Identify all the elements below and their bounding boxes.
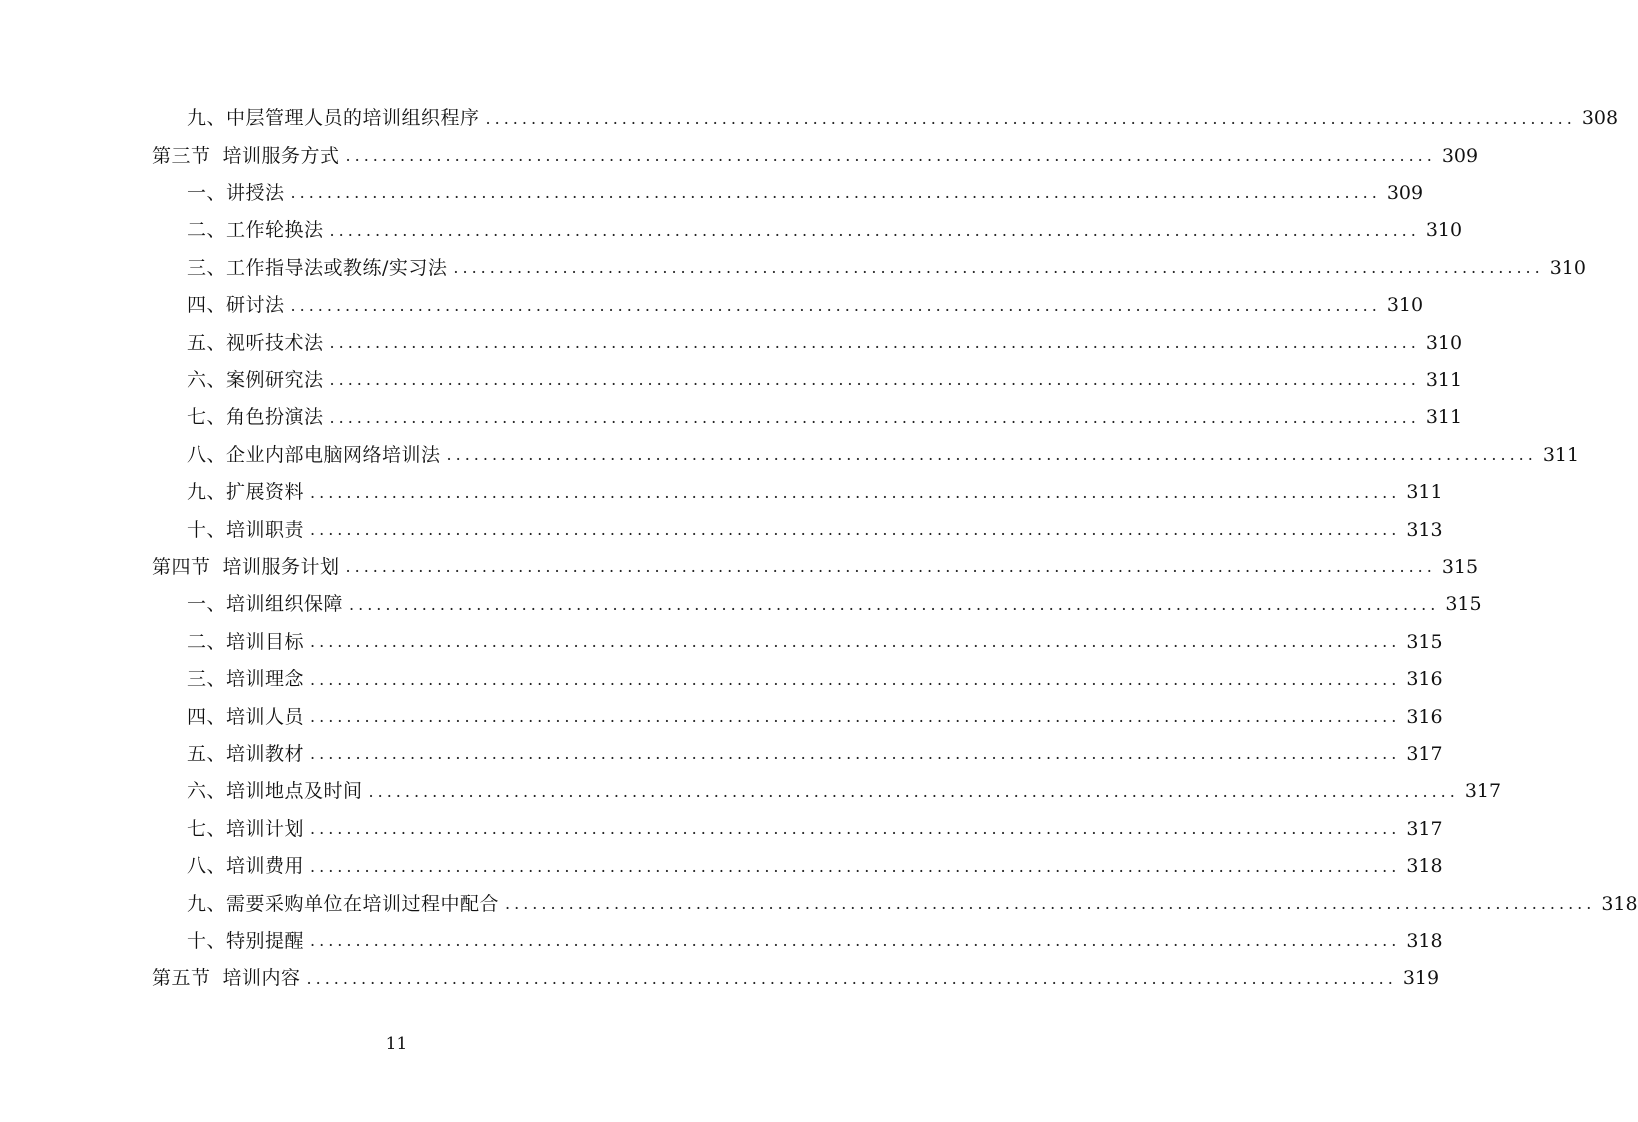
toc-entry[interactable]	[187, 287, 1424, 324]
toc-page-number: 317	[1406, 742, 1443, 765]
dot-leader: ........................................................................................................................	[310, 744, 1401, 764]
toc-entry[interactable]	[187, 399, 1463, 436]
toc-page-number: 308	[1581, 107, 1619, 130]
dot-leader: ........................................................................................................................	[368, 781, 1459, 801]
toc-entry-title	[152, 144, 340, 167]
toc-entry-title	[187, 443, 441, 466]
toc-page-number: 309	[1441, 144, 1479, 167]
toc-page-number: 310	[1425, 219, 1463, 242]
toc-entry[interactable]	[187, 250, 1586, 287]
toc-entry[interactable]	[187, 586, 1482, 623]
dot-leader: ........................................................................................................................	[345, 146, 1436, 166]
toc-entry-text: 二、培训目标	[187, 630, 305, 653]
toc-entry-text: 八、企业内部电脑网络培训法	[187, 443, 441, 466]
toc-page-number: 317	[1406, 817, 1443, 840]
toc-entry-text: 七、角色扮演法	[187, 406, 324, 429]
toc-entry-title	[187, 109, 480, 128]
toc-entry-text: 三、培训理念	[187, 668, 305, 691]
toc-entry-title	[187, 929, 305, 952]
toc-entry-title	[187, 782, 363, 801]
toc-entry[interactable]	[187, 624, 1443, 661]
toc-entry-text: 五、视听技术法	[187, 331, 324, 354]
toc-entry-title	[187, 368, 324, 391]
toc-entry-text: 十、培训职责	[187, 518, 305, 541]
toc-page-number: 309	[1386, 181, 1424, 204]
toc-page-number: 315	[1441, 555, 1479, 578]
toc-entry-text: 四、研讨法	[187, 294, 285, 317]
dot-leader: ........................................................................................................................	[329, 220, 1420, 240]
toc-page-number: 317	[1464, 780, 1502, 803]
toc-entry-title	[187, 892, 500, 915]
toc-entry[interactable]	[187, 923, 1443, 960]
dot-leader: ........................................................................................................................	[485, 108, 1576, 128]
dot-leader: ........................................................................................................................	[329, 407, 1420, 427]
toc-entry-text: 七、培训计划	[187, 817, 305, 840]
toc-entry-text: 一、讲授法	[187, 181, 285, 204]
toc-section-number: 第三节	[152, 144, 211, 167]
toc-entry-text: 六、案例研究法	[187, 368, 324, 391]
toc-entry-text: 五、培训教材	[187, 742, 305, 765]
toc-entry-text: 八、培训费用	[187, 855, 305, 878]
dot-leader: ........................................................................................................................	[505, 894, 1596, 914]
toc-entry[interactable]	[187, 885, 1638, 922]
toc-section-entry[interactable]	[152, 960, 1440, 997]
toc-entry[interactable]	[187, 811, 1443, 848]
toc-entry-title	[187, 630, 305, 653]
toc-entry-title	[187, 408, 324, 427]
toc-page-number: 319	[1402, 967, 1440, 990]
toc-page-number: 310	[1549, 256, 1586, 279]
toc-entry-text: 四、培训人员	[187, 705, 305, 728]
dot-leader: ........................................................................................................................	[310, 632, 1401, 652]
dot-leader: ........................................................................................................................	[345, 557, 1436, 577]
dot-leader: ........................................................................................................................	[310, 819, 1401, 839]
toc-section-entry[interactable]	[152, 137, 1479, 174]
dot-leader: ........................................................................................................................	[310, 482, 1401, 502]
toc-entry[interactable]	[187, 474, 1443, 511]
toc-entry-text: 一、培训组织保障	[187, 593, 344, 616]
toc-page-number: 311	[1542, 443, 1580, 466]
toc-entry[interactable]	[187, 212, 1463, 249]
toc-entry-text: 三、工作指导法或教练/实习法	[187, 256, 448, 279]
toc-entry-title	[187, 331, 324, 354]
toc-page-number: 316	[1406, 705, 1443, 728]
toc-section-number: 第四节	[152, 555, 211, 578]
dot-leader: ........................................................................................................................	[290, 295, 1381, 315]
toc-entry[interactable]	[187, 100, 1619, 137]
toc-entry-title	[187, 256, 448, 279]
toc-entry-text: 培训服务计划	[222, 555, 340, 578]
dot-leader: ........................................................................................................................	[329, 370, 1420, 390]
dot-leader: ........................................................................................................................	[310, 520, 1401, 540]
dot-leader: ........................................................................................................................	[349, 594, 1440, 614]
toc-entry[interactable]	[187, 511, 1443, 548]
toc-page-number: 318	[1601, 892, 1638, 915]
toc-entry-text: 六、培训地点及时间	[187, 780, 363, 803]
toc-entry-title	[187, 181, 285, 204]
toc-page-number: 313	[1406, 518, 1443, 541]
toc-entry[interactable]	[187, 698, 1443, 735]
dot-leader: ........................................................................................................................	[329, 333, 1420, 353]
toc-page-number: 315	[1445, 593, 1482, 616]
dot-leader: ........................................................................................................................	[446, 445, 1537, 465]
toc-entry[interactable]	[187, 362, 1463, 399]
toc-page-number: 310	[1386, 294, 1424, 317]
toc-entry[interactable]	[187, 848, 1443, 885]
toc-entry-text: 培训内容	[222, 967, 301, 990]
toc-entry-text: 九、扩展资料	[187, 481, 305, 504]
toc-entry-text: 二、工作轮换法	[187, 219, 324, 242]
toc-entry-text: 九、中层管理人员的培训组织程序	[187, 107, 480, 130]
toc-entry-title	[187, 857, 304, 876]
dot-leader: ........................................................................................................................	[310, 707, 1401, 727]
toc-entry-title	[187, 742, 305, 765]
toc-entry-text: 十、特别提醒	[187, 929, 305, 952]
toc-page-number: 311	[1406, 481, 1443, 504]
footer-page-number: 11	[385, 1034, 408, 1054]
toc-section-number: 第五节	[152, 967, 211, 990]
toc-section-entry[interactable]	[152, 549, 1479, 586]
toc-page-number: 315	[1406, 630, 1443, 653]
toc-page-number: 316	[1406, 668, 1443, 691]
dot-leader: ........................................................................................................................	[310, 856, 1401, 876]
toc-entry[interactable]	[187, 324, 1463, 361]
dot-leader: ........................................................................................................................	[310, 669, 1401, 689]
toc-entry[interactable]	[187, 736, 1443, 773]
dot-leader: ........................................................................................................................	[310, 931, 1401, 951]
toc-entry-title	[187, 670, 304, 689]
toc-page-number: 311	[1425, 368, 1463, 391]
toc-entry-title	[187, 483, 304, 502]
dot-leader: ........................................................................................................................	[306, 968, 1397, 988]
toc-entry[interactable]	[187, 661, 1443, 698]
toc-entry-title	[187, 705, 305, 728]
toc-entry-title	[152, 969, 301, 988]
toc-entry-text: 培训服务方式	[222, 144, 340, 167]
dot-leader: ........................................................................................................................	[453, 258, 1544, 278]
toc-entry-title	[187, 817, 305, 840]
toc-entry-title	[187, 595, 343, 614]
toc-page-number: 318	[1406, 855, 1443, 878]
toc-entry-title	[152, 555, 340, 578]
toc-page-number: 310	[1425, 331, 1463, 354]
dot-leader: ........................................................................................................................	[290, 183, 1381, 203]
toc-page-number: 311	[1425, 406, 1463, 429]
toc-entry[interactable]	[187, 175, 1424, 212]
toc-page-number: 318	[1406, 929, 1443, 952]
toc-entry-text: 九、需要采购单位在培训过程中配合	[187, 892, 500, 915]
toc-entry-title	[187, 221, 324, 240]
toc-entry-title	[187, 518, 305, 541]
toc-entry[interactable]	[187, 437, 1580, 474]
toc-entry-title	[187, 296, 285, 315]
toc-entry[interactable]	[187, 773, 1502, 810]
